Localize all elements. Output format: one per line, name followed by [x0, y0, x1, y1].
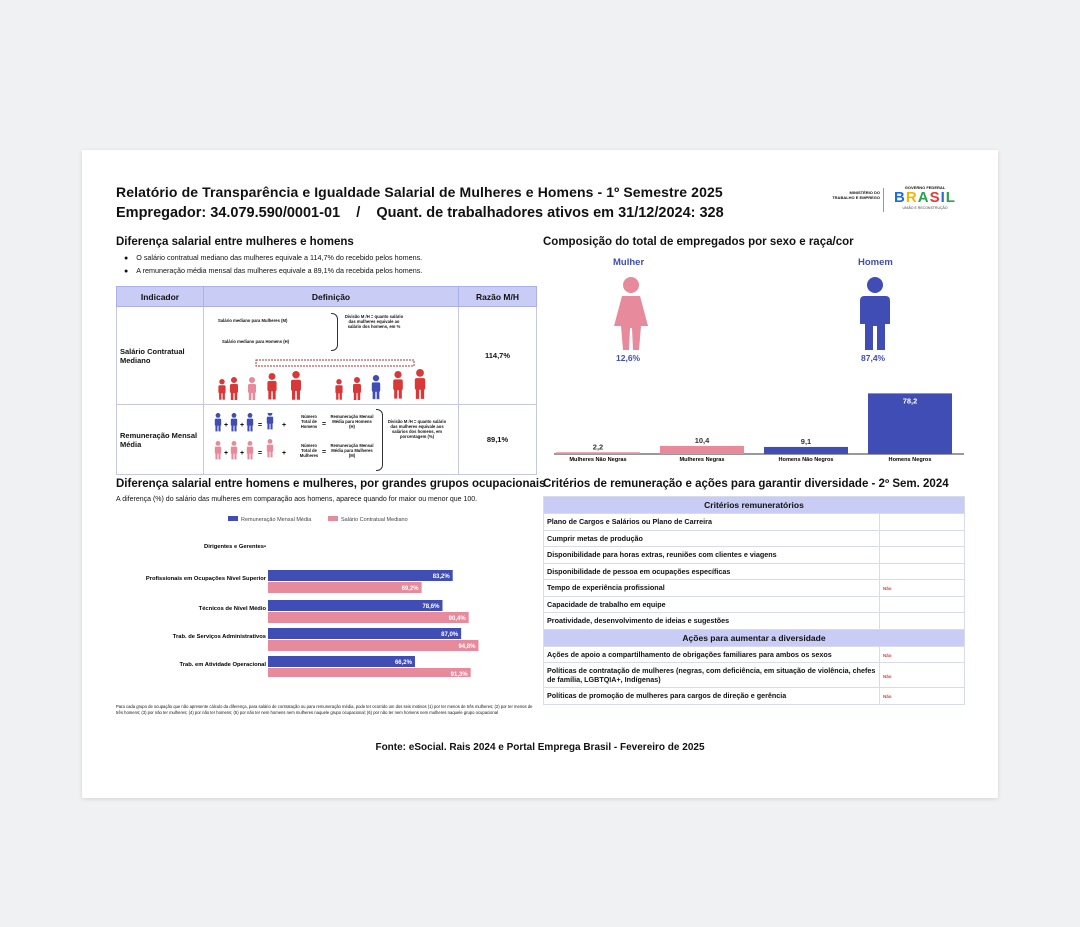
diversity-row — [544, 663, 965, 688]
bar-value-label: 94,8% — [458, 644, 476, 650]
equals-icon: = — [322, 421, 327, 428]
bar-value-label: 69,2% — [401, 586, 419, 592]
criteria-row — [544, 514, 965, 531]
employer-line: Empregador: 34.079.590/0001-01 / Quant. de trabalhadores ativos em 31/12/2024: 328 — [116, 205, 724, 221]
bar — [268, 582, 422, 593]
criteria-row — [544, 596, 965, 613]
person-icon — [231, 441, 237, 459]
row2-def-division: Divisão M /H = quanto salário das mulheres equivale aos salários dos homens, em porcentagem (%) — [387, 419, 447, 439]
legend-swatch — [228, 516, 238, 521]
person-icon — [248, 377, 256, 400]
row2-rem-women: Remuneração Mensal Média para Mulheres (M) — [330, 443, 374, 458]
operator-symbol: = — [258, 450, 263, 457]
criteria-label: Plano de Cargos e Salários ou Plano de Carreira — [544, 514, 880, 531]
bar — [268, 612, 469, 623]
female-icon — [608, 276, 654, 352]
bar-value-label: 10,4 — [694, 435, 710, 445]
criteria-flag — [880, 530, 965, 547]
bar — [268, 640, 478, 651]
criteria-label: Disponibilidade de pessoa em ocupações específicas — [544, 563, 880, 580]
operator-symbol: + — [240, 422, 245, 429]
female-pct: 12,6% — [616, 353, 641, 363]
criteria-label: Políticas de promoção de mulheres para cargos de direção e gerência — [544, 688, 880, 705]
criteria-flag — [880, 514, 965, 531]
criteria-label: Ações de apoio a compartilhamento de obrigações familiares para ambos os sexos — [544, 646, 880, 663]
category-label: Técnicos de Nível Médio — [198, 606, 266, 612]
criteria-flag — [880, 663, 965, 688]
diversity-header: Ações para aumentar a diversidade — [544, 629, 965, 646]
bar-0 — [556, 452, 640, 454]
criteria-header: Critérios remuneratórios — [544, 497, 965, 514]
category-label: Homens Não Negros — [778, 457, 834, 463]
criteria-flag — [880, 688, 965, 705]
person-icon — [267, 373, 276, 399]
male-icon — [852, 276, 898, 352]
person-icon — [353, 377, 361, 400]
category-label: Profissionais em Ocupações Nível Superior — [145, 576, 266, 582]
diversity-row — [544, 688, 965, 705]
criteria-row — [544, 530, 965, 547]
person-icon — [393, 371, 403, 399]
person-icon — [218, 379, 225, 400]
occupations-subtitle: A diferença (%) do salário das mulheres em comparação aos homens, aparece quando for maior ou menor que 100. — [116, 496, 478, 503]
indicator-table — [116, 286, 537, 475]
male-pct: 87,4% — [861, 353, 886, 363]
row1-definition — [204, 307, 459, 405]
criteria-row — [544, 547, 965, 564]
person-icon — [267, 413, 273, 429]
category-label: Mulheres Não Negras — [569, 457, 627, 463]
category-label: Mulheres Negras — [679, 457, 725, 463]
criteria-label: Tempo de experiência profissional — [544, 580, 880, 597]
person-icon — [231, 413, 237, 431]
criteria-flag — [880, 547, 965, 564]
criteria-label: Políticas de contratação de mulheres (negras, com deficiência, em situação de violência, chefes de família, LGBTQIA+, Indígenas) — [544, 663, 880, 688]
criteria-table — [543, 496, 965, 705]
bar-value-label: 9,1 — [800, 436, 812, 446]
legend-swatch — [328, 516, 338, 521]
row2-label: Remuneração Mensal Média — [117, 405, 204, 475]
gov-logo-top: GOVERNO FEDERAL — [904, 185, 946, 190]
row1-label: Salário Contratual Mediano — [117, 307, 204, 405]
criteria-flag — [880, 563, 965, 580]
person-icon — [230, 377, 238, 400]
row2-num-men: Número Total de Homens — [300, 414, 318, 429]
composition-title: Composição do total de empregados por sexo e raça/cor — [543, 236, 854, 248]
criteria-flag — [880, 646, 965, 663]
bar — [268, 668, 471, 677]
people-equation-icons — [212, 413, 292, 467]
criteria-row — [544, 613, 965, 630]
row1-def-women: Salário mediano para Mulheres (M) — [218, 318, 288, 323]
row2-value: 89,1% — [459, 405, 537, 475]
legend-label: Salário Contratual Mediano — [341, 517, 408, 523]
row2-num-women: Número Total de Mulheres — [299, 443, 319, 458]
row1-def-division: Divisão M /H = quanto salário das mulheres equivale ao salário dos homens, em % — [344, 314, 404, 329]
person-icon — [291, 371, 301, 400]
occupations-footnote: Para cada grupo de ocupação que não apresente cálculo da diferença, para salário de contratação ou para remuneração média, pode ter ocorrido um dos seis motivos (1) por ter menos de três mulheres; (2) por ter menos de três homens; (3) por não ter mulheres; (4) por não ter homens; (5) por não ter nem homens nem mulheres naquele grupo ocupacional; (6) por não ter nem homens nem mulheres naquele grupo ocupacional — [116, 704, 533, 715]
bar — [268, 600, 442, 611]
nao-flag-icon: Não — [883, 673, 892, 679]
equals-icon-2: = — [322, 449, 327, 456]
criteria-flag — [880, 580, 965, 597]
bar — [268, 656, 415, 667]
person-icon — [267, 439, 273, 457]
category-label: Dirigentes e Gerentes• — [204, 544, 266, 550]
salary-gap-title: Diferença salarial entre mulheres e homens — [116, 236, 354, 248]
row1-value: 114,7% — [459, 307, 537, 405]
bar-1 — [660, 446, 744, 454]
operator-symbol: = — [258, 422, 263, 429]
composition-chart — [554, 384, 964, 466]
criteria-title: Critérios de remuneração e ações para garantir diversidade - 2º Sem. 2024 — [543, 478, 949, 490]
criteria-row — [544, 580, 965, 597]
person-icon — [247, 413, 253, 431]
person-icon — [215, 441, 221, 459]
category-label: Homens Negros — [888, 457, 932, 463]
col-indicador: Indicador — [117, 287, 204, 307]
logo-divider — [883, 188, 884, 212]
person-icon — [372, 375, 380, 399]
col-razao: Razão M/H — [459, 287, 537, 307]
bar — [268, 570, 453, 581]
criteria-label: Proatividade, desenvolvimento de ideias e sugestões — [544, 613, 880, 630]
category-label: Trab. de Serviços Administrativos — [172, 634, 266, 640]
brace-icon-2 — [376, 409, 383, 471]
ministry-logo-text: MINISTÉRIO DO TRABALHO E EMPREGO — [832, 190, 880, 200]
bar-value-label: 83,2% — [432, 574, 450, 580]
bar-value-label: 87,0% — [441, 632, 459, 638]
category-label: Trab. em Atividade Operacional — [179, 662, 266, 668]
bar-value-label: 78,6% — [422, 604, 440, 610]
person-icon — [215, 413, 221, 431]
criteria-flag — [880, 596, 965, 613]
female-label: Mulher — [613, 257, 645, 268]
person-icon — [335, 379, 342, 400]
person-icon — [247, 441, 253, 459]
salary-gap-bullet-1: ● O salário contratual mediano das mulheres equivale a 114,7% do recebido pelos homens. — [126, 253, 422, 262]
row2-definition — [204, 405, 459, 475]
nao-flag-icon: Não — [883, 694, 892, 700]
col-definicao: Definição — [204, 287, 459, 307]
criteria-label: Disponibilidade para horas extras, reuniões com clientes e viagens — [544, 547, 880, 564]
occupations-chart — [116, 512, 536, 677]
row1-def-men: Salário mediano para Homens (H) — [222, 339, 290, 344]
male-label: Homem — [858, 257, 893, 268]
criteria-flag — [880, 613, 965, 630]
bar-value-label: 90,4% — [448, 616, 466, 622]
criteria-label: Capacidade de trabalho em equipe — [544, 596, 880, 613]
diversity-row — [544, 646, 965, 663]
gov-logo-bottom: UNIÃO E RECONSTRUÇÃO — [902, 206, 948, 210]
report-title: Relatório de Transparência e Igualdade Salarial de Mulheres e Homens - 1º Semestre 2025 — [116, 184, 723, 200]
occupations-title: Diferença salarial entre homens e mulheres, por grandes grupos ocupacionais — [116, 478, 546, 490]
brace-icon — [331, 313, 338, 351]
person-icon — [415, 369, 425, 399]
bar-value-label: 66,2% — [394, 660, 412, 666]
ministry-logo — [832, 190, 880, 200]
nao-flag-icon: Não — [883, 586, 892, 592]
criteria-label: Cumprir metas de produção — [544, 530, 880, 547]
bar-2 — [764, 447, 848, 454]
source-footer: Fonte: eSocial. Rais 2024 e Portal Emprega Brasil - Fevereiro de 2025 — [375, 742, 705, 753]
operator-symbol: + — [282, 450, 287, 457]
legend-label: Remuneração Mensal Média — [241, 517, 312, 523]
operator-symbol: + — [282, 422, 287, 429]
bar-value-label: 78,2 — [902, 396, 918, 406]
criteria-row — [544, 563, 965, 580]
operator-symbol: + — [240, 450, 245, 457]
bar — [268, 628, 461, 639]
nao-flag-icon: Não — [883, 652, 892, 658]
operator-symbol: + — [224, 422, 229, 429]
gov-brasil-logo: GOVERNO FEDERAL BRASIL UNIÃO E RECONSTRUÇÃO — [890, 185, 960, 217]
operator-symbol: + — [224, 450, 229, 457]
people-icons-row1 — [214, 355, 454, 401]
salary-gap-bullet-2: ● A remuneração média mensal das mulheres equivale a 89,1% da recebida pelos homens. — [126, 266, 422, 275]
bar-value-label: 2,2 — [592, 442, 604, 452]
row2-rem-men: Remuneração Mensal Média para Homens (H) — [330, 414, 374, 429]
bar-value-label: 91,3% — [450, 672, 468, 677]
